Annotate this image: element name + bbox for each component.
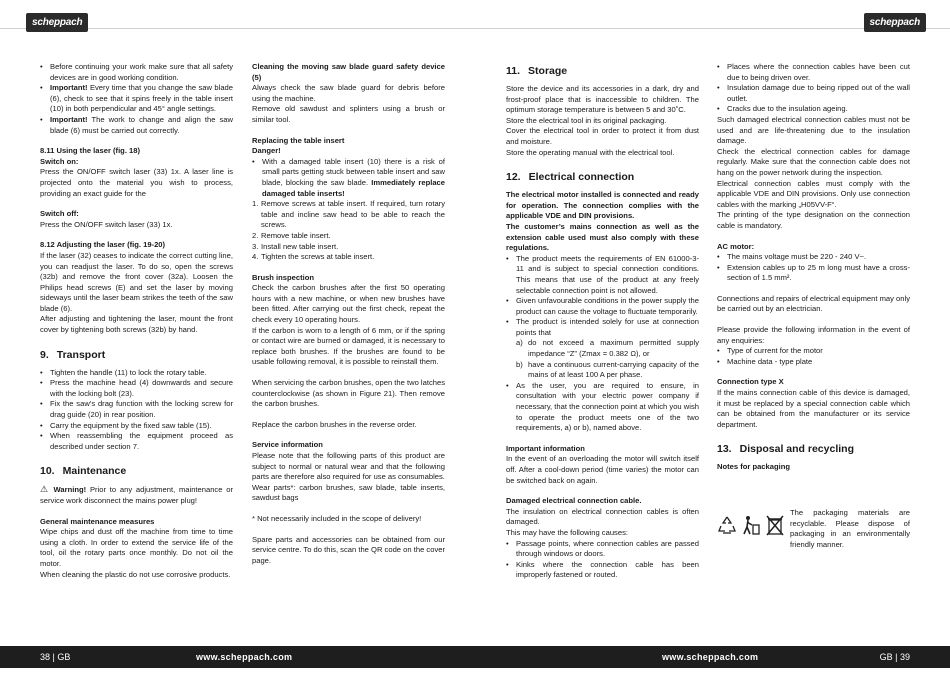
section-heading: General maintenance measures xyxy=(40,516,155,526)
chapter-heading-disposal: 13. Disposal and recycling xyxy=(717,443,854,456)
sub-list xyxy=(516,338,699,380)
paragraph: If the laser (32) ceases to indicate the correct cutting line, you can readjust the laser. To do so, open the screws (32b) and remove the front cover (32a). Loosen the Philips head screws (E) and set the laser by moving sideways until the laser beam strikes the teeth of the saw blade (6). xyxy=(40,250,233,313)
paragraph: The customer’s mains connection as well as the extension cable used must also comply with these regulations. xyxy=(506,221,699,253)
tidyman-icon xyxy=(741,514,761,536)
section-heading: Damaged electrical connection cable. xyxy=(506,496,642,506)
column-4 xyxy=(717,62,910,473)
page-number-right: GB | 39 xyxy=(879,652,910,662)
list-item: • Important! The work to change and align the saw blade (6) must be carried out correctly. xyxy=(40,115,233,136)
paragraph: If the carbon is worn to a length of 6 mm, or if the spring or contact wire are burned or damaged, it is necessary to replace both brushes. If the brushes are found to be usable following removal, it is possible to reinstall them. xyxy=(252,325,445,367)
paragraph: This may have the following causes: xyxy=(506,527,628,537)
website-link-right[interactable]: www.scheppach.com xyxy=(662,652,759,662)
paragraph: The electrical motor installed is connected and ready for operation. The connection complies with the applicable VDE and DIN provisions. xyxy=(506,190,699,221)
steps-list xyxy=(252,199,445,263)
list-item: a) do not exceed a maximum permitted supply impedance “Z” (Zmax = 0.382 Ω), or xyxy=(516,338,699,359)
list-item: • Fix the saw’s drag function with the locking screw for drag guide (20) in rear position. xyxy=(40,399,233,420)
list-item: • Carry the equipment by the fixed saw table (15). xyxy=(40,421,233,432)
section-heading: Replacing the table insert xyxy=(252,135,345,145)
list-item: • Extension cables up to 25 m long must have a cross-section of 1.5 mm². xyxy=(717,263,910,284)
paragraph: Remove old sawdust and splinters using a brush or similar tool. xyxy=(252,104,445,124)
danger-list xyxy=(252,157,445,199)
list-item: • The product meets the requirements of EN 61000-3-11 and is subject to special connection conditions. This means that use of the product at any freely selectable connection point is not allowed. xyxy=(506,254,699,296)
packaging-note: The packaging materials are recyclable. Please dispose of packaging in an environmentally friendly manner. xyxy=(790,508,910,549)
paragraph: Check the carbon brushes after the first 50 operating hours with a new machine, or when new brushes have been fitted. After carrying out the first check, repeat the check every 10 operating hours. xyxy=(252,283,445,325)
paragraph: * Not necessarily included in the scope of delivery! xyxy=(252,513,422,523)
list-item: 1. Remove screws at table insert. If required, turn rotary table and incline saw head to be able to reach the screws. xyxy=(252,199,445,231)
section-heading: Cleaning the moving saw blade guard safety device (5) xyxy=(252,62,445,82)
section-heading: AC motor: xyxy=(717,241,755,251)
transport-list xyxy=(40,368,233,453)
list-item: • Machine data - type plate xyxy=(717,357,910,368)
list-item: • Tighten the handle (11) to lock the rotary table. xyxy=(40,368,233,379)
chapter-heading-electrical: 12. Electrical connection xyxy=(506,171,635,184)
paragraph: Press the ON/OFF switch laser (33) 1x. A laser line is projected onto the material you wish to process, providing an exact guide for the xyxy=(40,167,233,198)
paragraph: Always check the saw blade guard for debris before using the machine. xyxy=(252,83,445,103)
paragraph: When servicing the carbon brushes, open the two latches counterclockwise (as shown in Figure 21). Then remove the carbon brushes. xyxy=(252,378,445,409)
list-item: • Important! Every time that you change the saw blade (6), check to see that it spins freely in the table insert (10) in both perpendicular and 45° angle settings. xyxy=(40,83,233,115)
list-item: 4. Tighten the screws at table insert. xyxy=(252,252,445,263)
section-heading: 8.11 Using the laser (fig. 18) xyxy=(40,146,141,156)
chapter-heading-maintenance: 10. Maintenance xyxy=(40,465,127,478)
page-header xyxy=(0,0,950,42)
header-rule xyxy=(0,28,950,29)
safety-bullets xyxy=(40,62,233,136)
website-link-left[interactable]: www.scheppach.com xyxy=(196,652,293,662)
logo-left: scheppach xyxy=(26,13,88,32)
section-heading: Important information xyxy=(506,443,585,453)
list-item: • Before continuing your work make sure that all safety devices are in good working condition. xyxy=(40,62,233,83)
section-heading: Notes for packaging xyxy=(717,462,790,472)
chapter-heading-transport: 9. Transport xyxy=(40,348,106,361)
page-number-left: 38 | GB xyxy=(40,652,71,662)
chapter-heading-storage: 11. Storage xyxy=(506,65,568,77)
section-heading: Brush inspection xyxy=(252,272,315,282)
causes-list xyxy=(506,539,699,581)
danger-label: Danger! xyxy=(252,146,281,156)
paragraph: The insulation on electrical connection cables is often damaged. xyxy=(506,506,699,527)
paragraph: The printing of the type designation on the connection cable is mandatory. xyxy=(717,210,910,230)
paragraph: Press the ON/OFF switch laser (33) 1x. xyxy=(40,219,173,229)
list-item: • Press the machine head (4) downwards and secure with the locking bolt (23). xyxy=(40,378,233,399)
recycle-icon xyxy=(717,514,737,536)
list-item: • When reassembling the equipment proceed as described under section 7. xyxy=(40,431,233,452)
electrical-list xyxy=(506,254,699,434)
list-item: 2. Remove table insert. xyxy=(252,231,445,242)
paragraph: Store the operating manual with the electrical tool. xyxy=(506,147,675,157)
list-item: • Insulation damage due to being ripped out of the wall outlet. xyxy=(717,83,910,104)
bin-icon xyxy=(765,514,785,536)
page-footer xyxy=(0,646,950,668)
paragraph: Please note that the following parts of this product are subject to normal or natural wear and that the following parts are therefore also required for use as consumables. xyxy=(252,451,445,482)
paragraph: Wear parts*: carbon brushes, saw blade, table inserts, sawdust bags xyxy=(252,482,445,503)
list-item: • As the user, you are required to ensure, in consultation with your electric power company if necessary, that the connection point at which you wish to operate the product meets one of the two requirements, a) or b), named above. xyxy=(506,381,699,434)
subheading: Switch on: xyxy=(40,156,79,166)
list-item: • Places where the connection cables have been cut due to being driven over. xyxy=(717,62,910,83)
paragraph: If the mains connection cable of this device is damaged, it must be replaced by a special connection cable which can be obtained from the manufacturer or its service department. xyxy=(717,388,910,429)
paragraph: Wipe chips and dust off the machine from time to time using a cloth. In order to extend the service life of the tool, oil the rotary parts once monthly. Do not oil the motor. xyxy=(40,527,233,568)
list-item: • Type of current for the motor xyxy=(717,346,910,357)
section-heading: Connection type X xyxy=(717,377,784,387)
column-3 xyxy=(506,62,699,581)
paragraph: Cover the electrical tool in order to protect it from dust and moisture. xyxy=(506,126,699,146)
list-item: • Passage points, where connection cables are passed through windows or doors. xyxy=(506,539,699,560)
packaging-icons xyxy=(717,514,785,536)
paragraph: Store the electrical tool in its original packaging. xyxy=(506,115,667,125)
logo-right: scheppach xyxy=(864,13,926,32)
paragraph: When cleaning the plastic do not use corrosive products. xyxy=(40,569,231,579)
ac-list xyxy=(717,252,910,284)
section-heading: Service information xyxy=(252,440,323,450)
paragraph: Check the electrical connection cables for damage regularly. Make sure that the connection cable does not hang on the power network during the inspection. xyxy=(717,146,910,177)
list-item: • Cracks due to the insulation ageing. xyxy=(717,104,910,115)
paragraph: Spare parts and accessories can be obtained from our service centre. To do this, scan the QR code on the cover page. xyxy=(252,534,445,565)
column-2 xyxy=(252,62,445,566)
subheading: Switch off: xyxy=(40,209,79,219)
list-item: b) have a continuous current-carrying capacity of the mains of at least 100 A per phase. xyxy=(516,360,699,381)
list-item: • The product is intended solely for use at connection points that a) do not exceed a maximum permitted supply impedance “Z” (Zmax = 0.382 Ω), or b) have a continuous current-carrying capacity of the mains of at least 100 A per phase. xyxy=(506,317,699,381)
paragraph: In the event of an overloading the motor will switch itself off. After a cool-down period (time varies) the motor can be switched back on again. xyxy=(506,454,699,485)
warning-icon: ⚠ xyxy=(40,484,50,495)
paragraph: Such damaged electrical connection cables must not be used and are life-threatening due to the insulation damage. xyxy=(717,114,910,146)
paragraph: After adjusting and tightening the laser, mount the front cover by tightening both screws (32b) by hand. xyxy=(40,314,233,335)
list-item: • Kinks where the connection cable has been improperly fastened or routed. xyxy=(506,560,699,581)
paragraph: Please provide the following information in the event of any enquiries: xyxy=(717,325,910,345)
column-1 xyxy=(40,62,233,580)
causes-list-continued xyxy=(717,62,910,115)
list-item: 3. Install new table insert. xyxy=(252,242,445,253)
paragraph: Store the device and its accessories in a dark, dry and frost-proof place that is inaccessible to children. The optimum storage temperature is between 5 and 30˚C. xyxy=(506,84,699,115)
section-heading: 8.12 Adjusting the laser (fig. 19-20) xyxy=(40,240,166,250)
list-item: • Given unfavourable conditions in the power supply the product can cause the voltage to fluctuate temporarily. xyxy=(506,296,699,317)
warning-paragraph: ⚠ Warning! Prior to any adjustment, maintenance or service work disconnect the mains power plug! xyxy=(40,484,233,505)
paragraph: Connections and repairs of electrical equipment may only be carried out by an electrician. xyxy=(717,293,910,314)
paragraph: Electrical connection cables must comply with the applicable VDE and DIN provisions. Only use connection cables with the marking „H05VV-F“. xyxy=(717,178,910,209)
list-item: • The mains voltage must be 220 - 240 V~. xyxy=(717,252,910,263)
paragraph: Replace the carbon brushes in the reverse order. xyxy=(252,419,417,429)
enquiry-list xyxy=(717,346,910,367)
list-item: • With a damaged table insert (10) there is a risk of small parts getting stuck between table insert and saw blade, blocking the saw blade. Immediately replace damaged table inserts! xyxy=(252,157,445,199)
